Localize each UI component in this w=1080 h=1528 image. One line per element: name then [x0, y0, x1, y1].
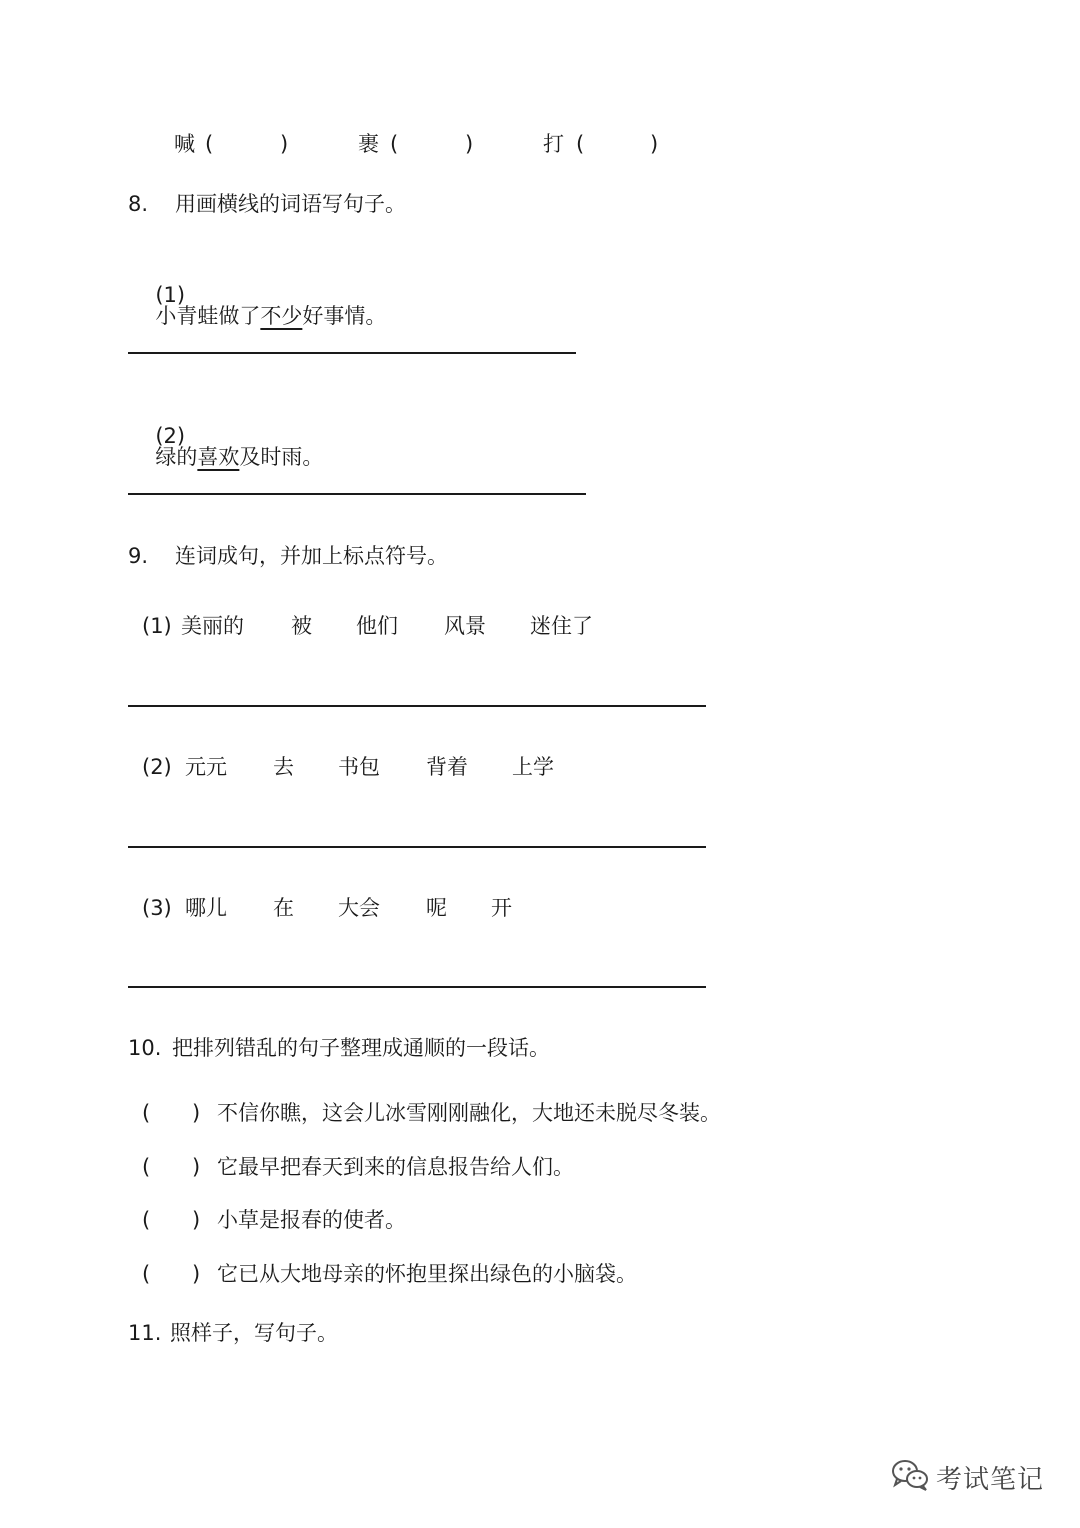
q8-title: 用画横线的词语写句子。 [175, 192, 406, 216]
q10-item-1-text: 不信你瞧，这会儿冰雪刚刚融化，大地还未脱尽冬装。 [217, 1101, 721, 1125]
q9-item-1-label: (1) [142, 614, 172, 638]
q10-item-4-bracket-close[interactable]: ) [192, 1262, 201, 1286]
q9-item-2-label: (2) [142, 755, 172, 779]
q7-char-2: 裹 [358, 132, 379, 156]
q8-item-2 [142, 405, 323, 468]
q8-item-2-underlined-word: 喜欢 [197, 445, 240, 469]
q9-title: 连词成句，并加上标点符号。 [175, 544, 448, 568]
q9-item-1-word: 迷住了 [530, 614, 593, 638]
q10-item-3-bracket-close[interactable]: ) [192, 1208, 201, 1232]
q8-item-1-post: 好事情。 [302, 304, 387, 328]
q7-char-1: 喊 [174, 132, 195, 156]
q9-item-1-word: 美丽的 [181, 614, 244, 638]
q10-item-4-bracket-open[interactable]: ( [142, 1262, 151, 1286]
q9-item-2-word: 书包 [338, 755, 380, 779]
q11-title: 照样子，写句子。 [170, 1321, 338, 1345]
q9-item-1-word: 被 [291, 614, 312, 638]
q9-item-3-word: 哪儿 [185, 896, 227, 920]
q10-item-2-bracket-close[interactable]: ) [192, 1155, 201, 1179]
q9-item-3-label: (3) [142, 896, 172, 920]
q9-item-2-word: 去 [273, 755, 294, 779]
q10-item-3-bracket-open[interactable]: ( [142, 1208, 151, 1232]
q10-number: 10. [128, 1036, 162, 1060]
q8-item-1-underlined-word: 不少 [260, 304, 303, 328]
q7-bracket-open-1: ( [205, 132, 214, 156]
q8-item-2-label: (2) [155, 424, 186, 448]
q7-bracket-close-1: ) [280, 132, 289, 156]
q8-number: 8. [128, 192, 149, 216]
q8-item-1-pre: 小青蛙做了 [155, 304, 261, 328]
q10-item-1-bracket-open[interactable]: ( [142, 1101, 151, 1125]
q9-item-1-word: 风景 [444, 614, 486, 638]
q7-bracket-close-2: ) [465, 132, 474, 156]
q7-bracket-close-3: ) [650, 132, 659, 156]
q7-bracket-open-3: ( [576, 132, 585, 156]
q11-number: 11. [128, 1321, 162, 1345]
q9-answer-line-2[interactable] [128, 846, 706, 848]
q9-answer-line-1[interactable] [128, 705, 706, 707]
q9-item-1-word: 他们 [356, 614, 398, 638]
q8-item-2-pre: 绿的 [155, 445, 198, 469]
q8-answer-line-1[interactable] [128, 352, 576, 354]
q7-bracket-open-2: ( [390, 132, 399, 156]
q8-item-1 [142, 264, 386, 327]
watermark [890, 1458, 1044, 1497]
q10-title: 把排列错乱的句子整理成通顺的一段话。 [172, 1036, 550, 1060]
q9-answer-line-3[interactable] [128, 986, 706, 988]
q10-item-3-text: 小草是报春的使者。 [217, 1208, 406, 1232]
q9-item-3-word: 开 [491, 896, 512, 920]
q10-item-2-bracket-open[interactable]: ( [142, 1155, 151, 1179]
q9-item-3-word: 在 [273, 896, 294, 920]
q9-item-3-word: 大会 [338, 896, 380, 920]
q10-item-2-text: 它最早把春天到来的信息报告给人们。 [217, 1155, 574, 1179]
q8-item-2-post: 及时雨。 [239, 445, 324, 469]
q9-number: 9. [128, 544, 149, 568]
watermark-text: 考试笔记 [936, 1465, 1045, 1495]
q9-item-2-word: 背着 [426, 755, 468, 779]
q9-item-3-word: 呢 [426, 896, 447, 920]
q8-item-1-label: (1) [155, 283, 186, 307]
wechat-icon [890, 1458, 930, 1497]
q10-item-4-text: 它已从大地母亲的怀抱里探出绿色的小脑袋。 [217, 1262, 637, 1286]
q7-char-3: 打 [543, 132, 564, 156]
q8-answer-line-2[interactable] [128, 493, 586, 495]
q9-item-2-word: 上学 [512, 755, 554, 779]
q10-item-1-bracket-close[interactable]: ) [192, 1101, 201, 1125]
q9-item-2-word: 元元 [185, 755, 227, 779]
